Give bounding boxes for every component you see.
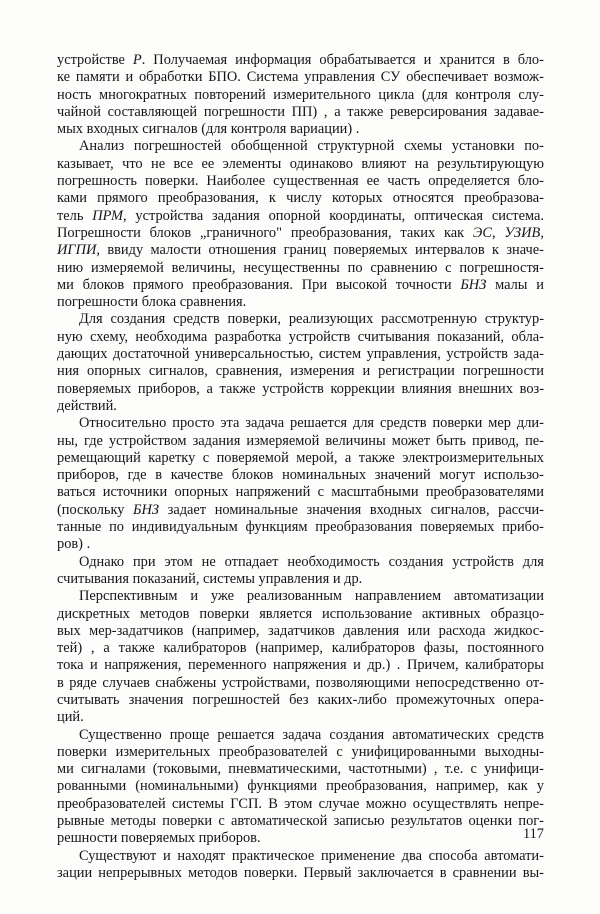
text-line: тей) , а также калибраторов (например, калибраторов фазы, постоянного: [57, 640, 544, 657]
text-line: ния опорных сигналов, сравнения, измерения и регистрации погрешности: [57, 363, 544, 380]
paragraph: [57, 554, 544, 589]
paragraph: [57, 311, 544, 415]
text-line: приборов, где в качестве блоков номинальных значений могут использо-: [57, 467, 544, 484]
text-line: считывать значения погрешностей без каких-либо промежуточных опера-: [57, 691, 544, 708]
text-line: дающих достаточной универсальностью, систем управления, устройств зада-: [57, 346, 544, 363]
text-line: погрешность поверки. Наиболее существенная ее часть определяется бло-: [57, 173, 544, 190]
text-line: (поскольку БНЗ задает номинальные значения входных сигналов, рассчи-: [57, 501, 544, 518]
text-line: тель ПРМ, устройства задания опорной координаты, оптическая система.: [57, 207, 544, 224]
text-line: вых мер-задатчиков (например, задатчиков давления или расхода жидкос-: [57, 622, 544, 639]
text-line: Существуют и находят практическое применение два способа автомати-: [79, 847, 544, 864]
text-line: преобразователей системы ГСП. В этом случае можно осуществлять непре-: [57, 795, 544, 812]
text-line: ны, где устройством задания измеряемой величины может быть привод, пе-: [57, 432, 544, 449]
text-line: рованными (номинальными) функциями преобразования, например, как у: [57, 778, 544, 795]
text-line: устройстве Р. Получаемая информация обрабатывается и хранится в бло-: [57, 52, 544, 68]
text-line: поверяемых приборов, а также устройств коррекции влияния внешних воз-: [57, 380, 544, 397]
text-line: ваться источники опорных напряжений с масштабными преобразователями: [57, 484, 544, 501]
text-line: тока и напряжения, переменного напряжения и др.) . Причем, калибраторы: [57, 657, 544, 674]
text-line: Однако при этом не отпадает необходимость создания устройств для: [79, 553, 544, 570]
text-line: мых входных сигналов (для контроля вариации) .: [57, 121, 360, 138]
text-line: ками прямого преобразования, к числу которых относятся преобразова-: [57, 190, 544, 207]
text-line: в ряде случаев снабжены устройствами, позволяющими непосредственно от-: [57, 674, 544, 691]
text-line: ремещающий каретку с поверяемой мерой, а также электроизмерительных: [57, 449, 544, 466]
text-line: Погрешности блоков „граничного" преобразования, таких как ЭС, УЗИВ,: [57, 224, 544, 241]
text-line: Перспективным и уже реализованным направлением автоматизации: [79, 588, 544, 605]
paragraph: [57, 415, 544, 553]
text-line: действий.: [57, 397, 117, 414]
text-line: дискретных методов поверки является использование активных образцо-: [57, 605, 544, 622]
text-line: погрешности блока сравнения.: [57, 294, 247, 311]
paragraph: [57, 588, 544, 726]
text-line: Для создания средств поверки, реализующих рассмотренную структур-: [79, 311, 544, 328]
page-text-block: [57, 52, 544, 882]
text-line: танные по индивидуальным функциям преобразования поверяемых прибо-: [57, 519, 544, 536]
page-number: 117: [522, 826, 544, 842]
text-line: решности поверяемых приборов.: [57, 830, 261, 847]
text-line: ров) .: [57, 536, 91, 553]
text-line: рывные методы поверки с автоматической записью результатов оценки пог-: [57, 813, 544, 830]
text-line: Относительно просто эта задача решается для средств поверки мер дли-: [79, 415, 544, 432]
text-line: поверки измерительных преобразователей с унифицированными выходны-: [57, 743, 544, 760]
text-line: считывания показаний, системы управления и др.: [57, 570, 363, 587]
paragraph: [57, 52, 544, 138]
text-line: зации непрерывных методов поверки. Первый заключается в сравнении вы-: [57, 864, 544, 881]
text-line: нию измеряемой величины, несущественны по сравнению с погрешностя-: [57, 259, 544, 276]
text-line: Существенно проще решается задача создания автоматических средств: [79, 726, 544, 743]
text-line: чайной составляющей погрешности ПП) , а также реверсирования задавае-: [57, 103, 544, 120]
text-line: казывает, что не все ее элементы одинаково влияют на результирующую: [57, 155, 544, 172]
text-line: ность многократных повторений измерительного цикла (для контроля слу-: [57, 86, 544, 103]
text-line: ке памяти и обработки БПО. Система управления СУ обеспечивает возмож-: [57, 69, 544, 86]
paragraph: [57, 138, 544, 311]
paragraph: [57, 848, 544, 883]
text-line: ИГПИ, ввиду малости отношения границ поверяемых интервалов к значе-: [57, 242, 544, 259]
text-line: ную схему, необходима разработка устройств считывания показаний, обла-: [57, 328, 544, 345]
text-line: Анализ погрешностей обобщенной структурной схемы установки по-: [79, 138, 544, 155]
text-line: ми блоков прямого преобразования. При высокой точности БНЗ малы и: [57, 276, 544, 293]
text-line: ций.: [57, 709, 84, 726]
text-line: ми сигналами (токовыми, пневматическими, частотными) , т.е. с унифици-: [57, 761, 544, 778]
